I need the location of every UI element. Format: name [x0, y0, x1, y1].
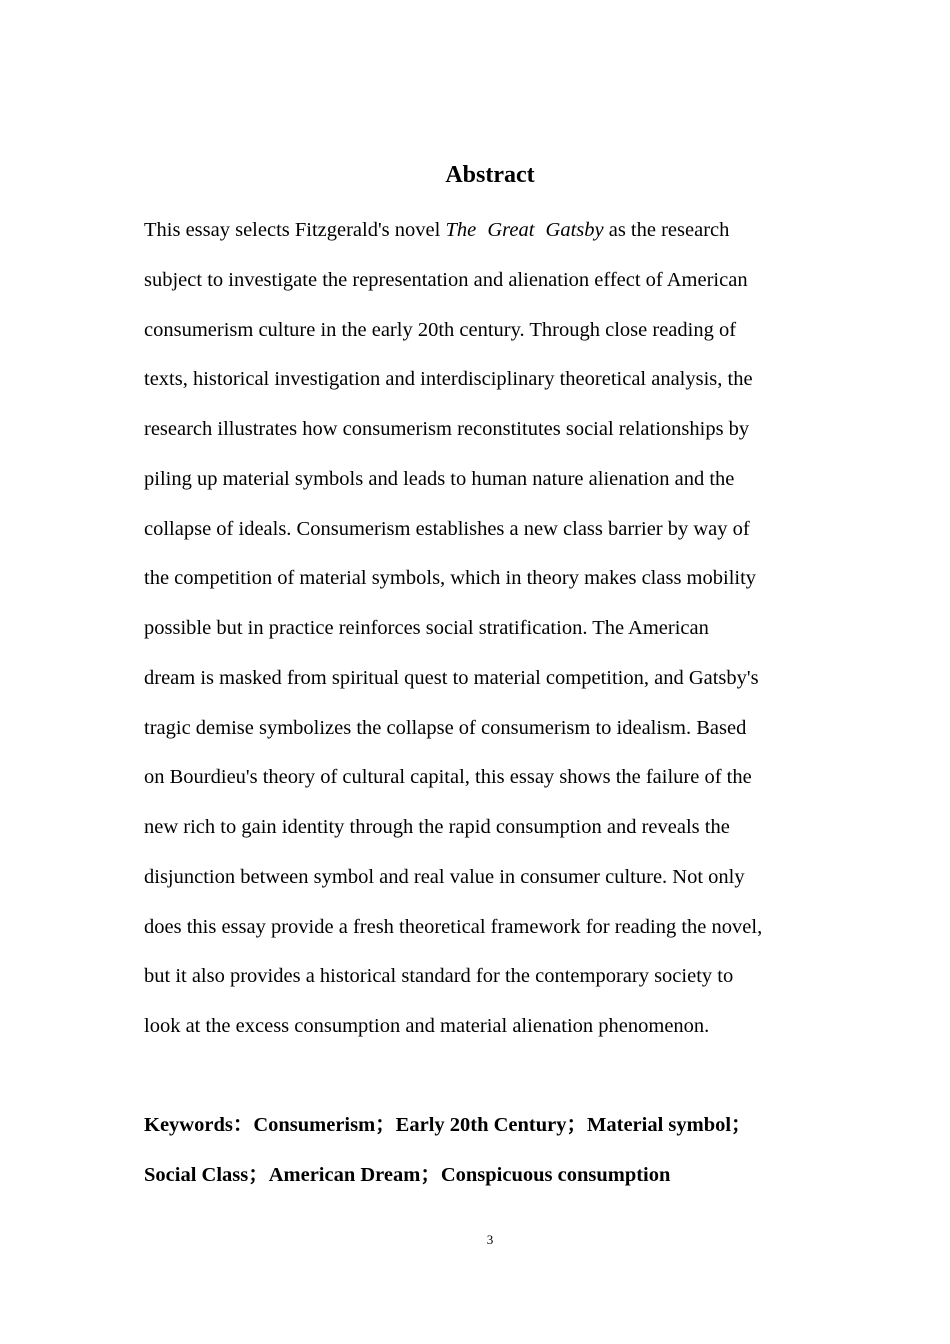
abstract-line: the competition of material symbols, which in theory makes class mobility	[144, 567, 757, 590]
abstract-line-1-end: as the research	[603, 219, 730, 241]
abstract-line: dream is masked from spiritual quest to material competition, and Gatsby's	[144, 666, 759, 689]
abstract-line: texts, historical investigation and interdisciplinary theoretical analysis, the	[144, 368, 753, 391]
abstract-line: look at the excess consumption and material alienation phenomenon.	[144, 1015, 710, 1037]
abstract-line: subject to investigate the representation and alienation effect of American	[144, 268, 748, 291]
keywords-line-1: Keywords：Consumerism；Early 20th Century；Material symbol；	[144, 1114, 752, 1136]
page-number: 3	[486, 1232, 494, 1247]
abstract-line: research illustrates how consumerism reconstitutes social relationships by	[144, 418, 750, 440]
abstract-line: does this essay provide a fresh theoretical framework for reading the novel,	[144, 915, 763, 938]
abstract-body	[144, 213, 844, 1059]
abstract-line-1-start: This essay selects Fitzgerald's novel	[144, 219, 446, 241]
abstract-line: possible but in practice reinforces social stratification. The American	[144, 617, 709, 639]
keywords-line-2: Social Class；American Dream；Conspicuous consumption	[144, 1164, 671, 1186]
abstract-line: on Bourdieu's theory of cultural capital, this essay shows the failure of the	[144, 766, 752, 789]
abstract-line: tragic demise symbolizes the collapse of consumerism to idealism. Based	[144, 716, 747, 739]
abstract-line: consumerism culture in the early 20th century. Through close reading of	[144, 318, 737, 341]
abstract-line: disjunction between symbol and real value in consumer culture. Not only	[144, 865, 745, 888]
abstract-line-1	[144, 213, 844, 263]
abstract-heading: Abstract	[445, 162, 535, 188]
abstract-line: but it also provides a historical standard for the contemporary society to	[144, 965, 734, 988]
abstract-line: collapse of ideals. Consumerism establishes a new class barrier by way of	[144, 517, 750, 540]
keywords-section	[144, 1108, 864, 1208]
abstract-line: new rich to gain identity through the rapid consumption and reveals the	[144, 816, 730, 838]
novel-title: The Great Gatsby	[445, 219, 604, 241]
abstract-line: piling up material symbols and leads to human nature alienation and the	[144, 467, 735, 490]
